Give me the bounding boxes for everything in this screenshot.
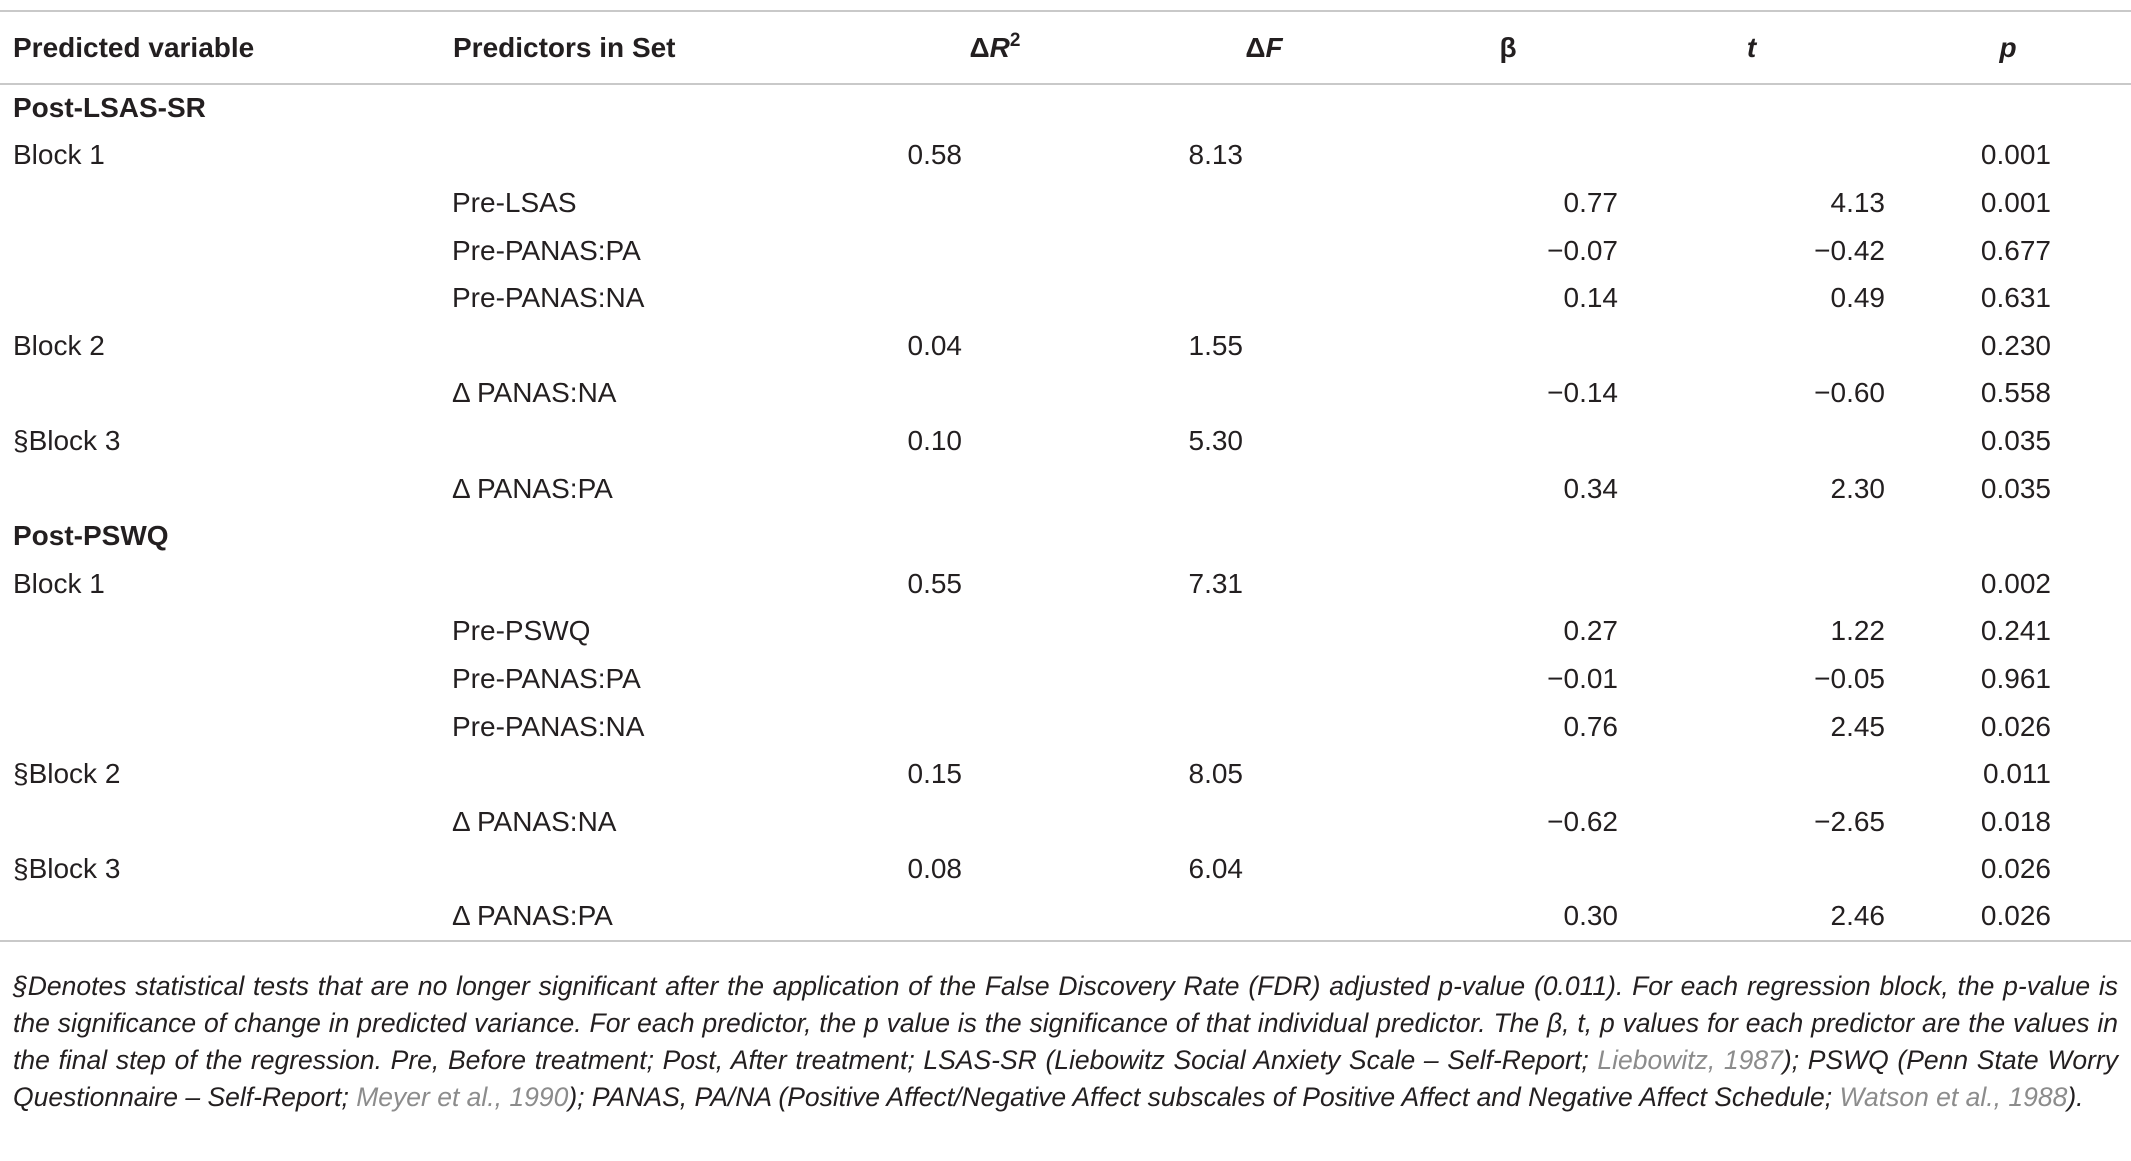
- cell-beta: −0.01: [1547, 662, 1618, 694]
- delta-symbol: Δ: [1245, 31, 1266, 63]
- cell-predicted-variable: [0, 179, 440, 227]
- footnote-text-2: ); PSWQ (Penn State Worry Questionnaire – Self-Report;: [13, 1045, 2119, 1112]
- table-footnote: [13, 968, 2118, 1116]
- cell-predictor: Pre-PANAS:NA: [452, 282, 645, 314]
- cell-predictor: Δ PANAS:PA: [452, 472, 613, 504]
- footnote-text-3: ); PANAS, PA/NA (Positive Affect/Negative Affect subscales of Positive Affect and Negative Affect Schedule;: [568, 1082, 1840, 1112]
- footnote-text-4: ).: [2067, 1082, 2084, 1112]
- table-row: [0, 608, 2131, 656]
- cell-predictor: Pre-LSAS: [452, 186, 577, 218]
- cell-predictor: [440, 512, 860, 560]
- cell-beta: 0.27: [1563, 615, 1618, 647]
- section-row: [0, 84, 2131, 132]
- cell-predictor: [440, 560, 860, 608]
- cell-beta: −0.62: [1547, 805, 1618, 837]
- cell-delta-f: [1130, 179, 1398, 227]
- table-row: [0, 227, 2131, 275]
- cell-p: 0.230: [1980, 329, 2051, 361]
- cell-beta: [1398, 846, 1618, 894]
- cell-predicted-variable: [0, 798, 440, 846]
- cell-delta-r2: [860, 608, 1130, 656]
- cell-predicted-variable: Block 2: [13, 329, 105, 361]
- cell-t: [1618, 846, 1885, 894]
- table-row: [0, 703, 2131, 751]
- cell-delta-f: 5.30: [1188, 424, 1243, 456]
- cell-predictor: Δ PANAS:NA: [452, 377, 617, 409]
- cell-p: 0.001: [1980, 139, 2051, 171]
- table-row: [0, 132, 2131, 180]
- cell-delta-f: 7.31: [1188, 567, 1243, 599]
- cell-delta-f: 8.05: [1188, 758, 1243, 790]
- reference-liebowitz[interactable]: Liebowitz, 1987: [1597, 1045, 1783, 1075]
- table-row: [0, 655, 2131, 703]
- section-row: [0, 512, 2131, 560]
- cell-predicted-variable: [0, 370, 440, 418]
- header-beta: β: [1499, 31, 1517, 63]
- cell-delta-f: [1130, 608, 1398, 656]
- cell-delta-f: 8.13: [1188, 139, 1243, 171]
- reference-watson[interactable]: Watson et al., 1988: [1839, 1082, 2068, 1112]
- cell-beta: [1398, 417, 1618, 465]
- cell-predictor: Pre-PSWQ: [452, 615, 591, 647]
- cell-beta: 0.14: [1563, 282, 1618, 314]
- cell-predicted-variable: [0, 655, 440, 703]
- r-superscript: 2: [1009, 29, 1021, 51]
- cell-p: [1885, 512, 2131, 560]
- cell-beta: −0.14: [1547, 377, 1618, 409]
- cell-t: [1618, 512, 1885, 560]
- cell-t: [1618, 132, 1885, 180]
- cell-beta: [1398, 84, 1618, 132]
- cell-p: 0.026: [1980, 900, 2051, 932]
- r-variable: R: [989, 31, 1010, 63]
- cell-t: 1.22: [1830, 615, 1885, 647]
- table-header: [0, 11, 2131, 84]
- cell-t: −2.65: [1814, 805, 1885, 837]
- cell-t: [1618, 417, 1885, 465]
- cell-p: 0.026: [1980, 710, 2051, 742]
- cell-predictor: Pre-PANAS:PA: [452, 234, 641, 266]
- table-row: [0, 750, 2131, 798]
- regression-table: [0, 10, 2131, 942]
- cell-predictor: Δ PANAS:NA: [452, 805, 617, 837]
- cell-t: 4.13: [1830, 186, 1885, 218]
- cell-p: 0.035: [1980, 472, 2051, 504]
- cell-delta-r2: 0.10: [907, 424, 962, 456]
- header-row: [0, 11, 2131, 84]
- cell-p: 0.631: [1980, 282, 2051, 314]
- cell-predicted-variable: Block 1: [13, 139, 105, 171]
- cell-beta: [1398, 512, 1618, 560]
- table-row: [0, 417, 2131, 465]
- cell-beta: 0.76: [1563, 710, 1618, 742]
- cell-t: [1618, 750, 1885, 798]
- cell-delta-r2: 0.04: [907, 329, 962, 361]
- cell-delta-f: [1130, 798, 1398, 846]
- header-t: [1618, 11, 1885, 84]
- header-delta-r2: [860, 11, 1130, 84]
- cell-predicted-variable: [0, 893, 440, 941]
- cell-predicted-variable: [0, 465, 440, 513]
- cell-predictor: Δ PANAS:PA: [452, 900, 613, 932]
- cell-delta-f: [1130, 703, 1398, 751]
- footnote-text-1: §Denotes statistical tests that are no longer significant after the application of the False Discovery Rate (FDR) adjusted p-value (0.011). For each regression block, the p-value is the significance of change in predicted variance. For each predictor, the p value is the significance of that individual predictor. The β, t, p values for each predictor are the values in the final step of the regression. Pre, Before treatment; Post, After treatment; LSAS-SR (Liebowitz Social Anxiety Scale – Self-Report;: [13, 971, 2118, 1075]
- cell-t: 2.46: [1830, 900, 1885, 932]
- cell-delta-r2: [860, 655, 1130, 703]
- cell-delta-r2: 0.15: [907, 758, 962, 790]
- cell-delta-f: 1.55: [1188, 329, 1243, 361]
- cell-predicted-variable: §Block 3: [13, 424, 121, 456]
- cell-delta-f: [1130, 655, 1398, 703]
- cell-delta-r2: [860, 893, 1130, 941]
- cell-predicted-variable: [0, 227, 440, 275]
- cell-p: 0.558: [1980, 377, 2051, 409]
- t-variable: t: [1746, 31, 1757, 63]
- header-p: [1885, 11, 2131, 84]
- cell-predictor: [440, 84, 860, 132]
- cell-p: [1885, 84, 2131, 132]
- cell-t: 2.30: [1830, 472, 1885, 504]
- cell-t: [1618, 84, 1885, 132]
- cell-beta: −0.07: [1547, 234, 1618, 266]
- cell-t: [1618, 560, 1885, 608]
- cell-beta: [1398, 750, 1618, 798]
- cell-delta-f: [1130, 84, 1398, 132]
- cell-predicted-variable: §Block 2: [13, 758, 121, 790]
- cell-predictor: [440, 132, 860, 180]
- f-variable: F: [1265, 31, 1283, 63]
- cell-beta: 0.77: [1563, 186, 1618, 218]
- cell-delta-r2: [860, 84, 1130, 132]
- cell-t: [1618, 322, 1885, 370]
- cell-delta-r2: 0.55: [907, 567, 962, 599]
- table-row: [0, 179, 2131, 227]
- cell-delta-r2: [860, 227, 1130, 275]
- cell-p: 0.035: [1980, 424, 2051, 456]
- cell-p: 0.026: [1980, 853, 2051, 885]
- cell-predictor: [440, 750, 860, 798]
- table-row: [0, 322, 2131, 370]
- cell-delta-f: [1130, 227, 1398, 275]
- cell-beta: [1398, 560, 1618, 608]
- table-row: [0, 465, 2131, 513]
- cell-delta-f: [1130, 370, 1398, 418]
- cell-delta-r2: [860, 703, 1130, 751]
- cell-delta-r2: [860, 274, 1130, 322]
- cell-delta-r2: [860, 179, 1130, 227]
- cell-p: 0.001: [1980, 186, 2051, 218]
- table-row: [0, 370, 2131, 418]
- cell-beta: [1398, 132, 1618, 180]
- cell-delta-f: [1130, 512, 1398, 560]
- cell-t: −0.60: [1814, 377, 1885, 409]
- cell-predicted-variable: [0, 703, 440, 751]
- cell-delta-r2: [860, 465, 1130, 513]
- cell-t: −0.42: [1814, 234, 1885, 266]
- cell-beta: [1398, 322, 1618, 370]
- cell-predictor: [440, 417, 860, 465]
- cell-beta: 0.30: [1563, 900, 1618, 932]
- cell-predicted-variable: §Block 3: [13, 853, 121, 885]
- header-predicted-variable: Predicted variable: [13, 31, 255, 63]
- cell-predicted-variable: [0, 274, 440, 322]
- cell-delta-r2: [860, 370, 1130, 418]
- cell-p: 0.011: [1983, 758, 2051, 790]
- cell-t: 2.45: [1830, 710, 1885, 742]
- regression-table-container: [0, 10, 2131, 942]
- cell-delta-f: [1130, 274, 1398, 322]
- cell-delta-r2: 0.58: [907, 139, 962, 171]
- table-row: [0, 846, 2131, 894]
- cell-p: 0.241: [1980, 615, 2051, 647]
- cell-p: 0.961: [1980, 662, 2051, 694]
- cell-t: 0.49: [1830, 282, 1885, 314]
- cell-predicted-variable: [0, 608, 440, 656]
- cell-predictor: [440, 322, 860, 370]
- table-row: [0, 274, 2131, 322]
- cell-delta-r2: 0.08: [907, 853, 962, 885]
- cell-p: 0.002: [1980, 567, 2051, 599]
- cell-t: −0.05: [1814, 662, 1885, 694]
- cell-delta-r2: [860, 512, 1130, 560]
- header-predictors-in-set: Predictors in Set: [453, 31, 676, 63]
- cell-delta-r2: [860, 798, 1130, 846]
- cell-predicted-variable: Post-PSWQ: [13, 520, 169, 552]
- cell-predicted-variable: Block 1: [13, 567, 105, 599]
- delta-symbol: Δ: [969, 31, 990, 63]
- cell-p: 0.677: [1980, 234, 2051, 266]
- cell-p: 0.018: [1980, 805, 2051, 837]
- cell-predictor: Pre-PANAS:PA: [452, 662, 641, 694]
- cell-predictor: [440, 846, 860, 894]
- cell-delta-f: 6.04: [1188, 853, 1243, 885]
- table-row: [0, 893, 2131, 941]
- cell-delta-f: [1130, 893, 1398, 941]
- cell-predicted-variable: Post-LSAS-SR: [13, 92, 206, 124]
- cell-beta: 0.34: [1563, 472, 1618, 504]
- cell-delta-f: [1130, 465, 1398, 513]
- reference-meyer[interactable]: Meyer et al., 1990: [356, 1082, 569, 1112]
- p-variable: p: [1999, 31, 2017, 63]
- cell-predictor: Pre-PANAS:NA: [452, 710, 645, 742]
- table-row: [0, 560, 2131, 608]
- header-delta-f: [1130, 11, 1398, 84]
- table-body: [0, 84, 2131, 941]
- table-row: [0, 798, 2131, 846]
